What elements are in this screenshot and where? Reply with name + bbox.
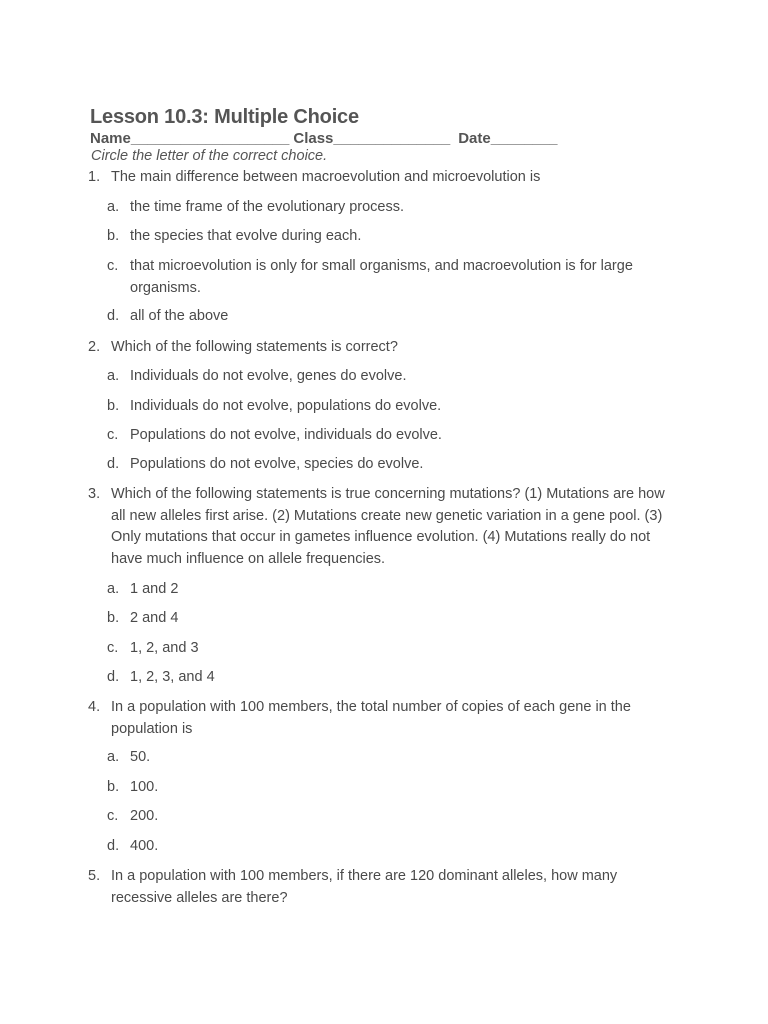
option-text: Populations do not evolve, species do evolve.	[130, 456, 424, 472]
option-letter[interactable]: d.	[107, 308, 120, 324]
option-text: the species that evolve during each.	[130, 228, 362, 244]
name-field[interactable]: Name___________________	[90, 130, 290, 147]
question-number: 3.	[88, 486, 101, 502]
question-text: The main difference between macroevolution and microevolution is	[111, 169, 541, 185]
date-field[interactable]: Date________	[458, 130, 558, 147]
option-text: 100.	[130, 779, 159, 795]
option-text: that microevolution is only for small organisms, and macroevolution is for large organisms.	[130, 258, 633, 296]
option-text: Individuals do not evolve, populations do evolve.	[130, 398, 442, 414]
instruction-text: Circle the letter of the correct choice.	[91, 148, 328, 164]
option-text: 400.	[130, 838, 159, 854]
option-letter[interactable]: a.	[107, 368, 120, 384]
option-text: 1, 2, 3, and 4	[130, 669, 215, 685]
option-text: 50.	[130, 749, 151, 765]
option-letter[interactable]: d.	[107, 838, 120, 854]
option-text: all of the above	[130, 308, 229, 324]
question-text: In a population with 100 members, the total number of copies of each gene in the population is	[111, 699, 631, 737]
option-letter[interactable]: a.	[107, 749, 120, 765]
question-text: Which of the following statements is correct?	[111, 339, 398, 355]
option-text: Populations do not evolve, individuals do evolve.	[130, 427, 442, 443]
question-text: In a population with 100 members, if there are 120 dominant alleles, how many recessive alleles are there?	[111, 868, 618, 906]
question-number: 1.	[88, 169, 101, 185]
class-field[interactable]: Class______________	[293, 130, 451, 147]
option-letter[interactable]: a.	[107, 199, 120, 215]
option-text: 2 and 4	[130, 610, 179, 626]
option-letter[interactable]: c.	[107, 640, 119, 656]
option-text: the time frame of the evolutionary process.	[130, 199, 405, 215]
option-letter[interactable]: d.	[107, 456, 120, 472]
option-text: 1, 2, and 3	[130, 640, 199, 656]
option-letter[interactable]: b.	[107, 779, 120, 795]
option-text: 1 and 2	[130, 581, 179, 597]
option-text: Individuals do not evolve, genes do evolve.	[130, 368, 407, 384]
student-info-line	[90, 130, 557, 147]
option-text: 200.	[130, 808, 159, 824]
option-letter[interactable]: b.	[107, 228, 120, 244]
option-letter[interactable]: c.	[107, 808, 119, 824]
page-title: Lesson 10.3: Multiple Choice	[90, 106, 359, 128]
question-number: 2.	[88, 339, 101, 355]
option-letter[interactable]: b.	[107, 398, 120, 414]
question-number: 5.	[88, 868, 101, 884]
option-letter[interactable]: a.	[107, 581, 120, 597]
question-number: 4.	[88, 699, 101, 715]
option-letter[interactable]: c.	[107, 427, 119, 443]
question-text: Which of the following statements is true concerning mutations? (1) Mutations are how all new alleles first arise. (2) Mutations create new genetic variation in a gene pool. (3) Only mutations that occur in gametes influence evolution. (4) Mutations really do not have much influence on allele frequencies.	[111, 486, 665, 568]
option-letter[interactable]: b.	[107, 610, 120, 626]
option-letter[interactable]: c.	[107, 258, 119, 274]
option-letter[interactable]: d.	[107, 669, 120, 685]
